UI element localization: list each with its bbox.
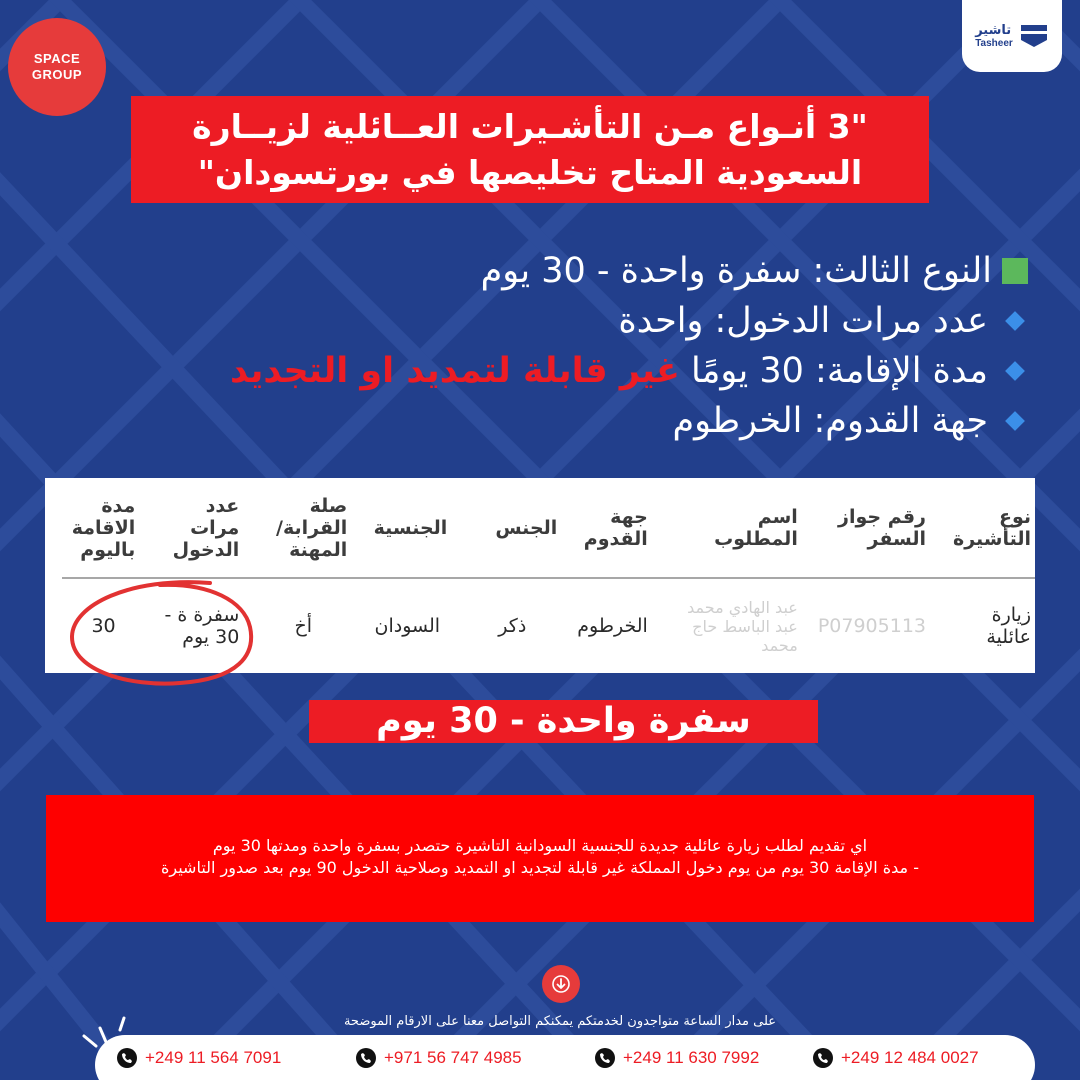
headline-banner bbox=[131, 96, 929, 203]
phone-link-4[interactable] bbox=[813, 1048, 979, 1068]
tasheer-logo bbox=[962, 0, 1062, 72]
diamond-bullet-icon bbox=[1005, 411, 1025, 431]
header-passport: رقم جواز السفر bbox=[808, 478, 936, 578]
space-group-line1: SPACE bbox=[33, 51, 81, 66]
phone-icon bbox=[813, 1048, 833, 1068]
phone-link-2[interactable] bbox=[356, 1048, 522, 1068]
notice-line1: اي تقديم لطلب زيارة عائلية جديدة للجنسية السودانية التاشيرة حتصدر بسفرة واحدة ومدتها 30 يوم bbox=[212, 836, 868, 855]
phone-number: +249 11 630 7992 bbox=[623, 1048, 760, 1067]
stay-text bbox=[230, 346, 988, 396]
tasheer-mark-icon bbox=[1019, 22, 1049, 50]
tasheer-logo-text bbox=[975, 23, 1013, 49]
arrival-text: جهة القدوم: الخرطوم bbox=[672, 401, 988, 441]
phone-link-1[interactable] bbox=[117, 1048, 281, 1068]
phone-link-3[interactable] bbox=[595, 1048, 759, 1068]
subtitle-banner bbox=[309, 700, 818, 743]
notice-box bbox=[46, 795, 1034, 922]
stay-prefix: مدة الإقامة: 30 يومًا bbox=[679, 351, 988, 391]
phone-number: +249 11 564 7091 bbox=[145, 1048, 282, 1067]
cell-entries: سفرة ة - 30 يوم bbox=[164, 604, 240, 648]
header-arrival: جهة القدوم bbox=[567, 478, 658, 578]
diamond-bullet-icon bbox=[1005, 361, 1025, 381]
phone-icon bbox=[595, 1048, 615, 1068]
stay-row bbox=[88, 346, 1028, 396]
notice-line2: - مدة الإقامة 30 يوم من يوم دخول المملكة غير قابلة لتجديد او التمديد وصلاحية الدخول 90 يوم بعد صدور التاشيرة bbox=[161, 858, 919, 877]
entries-row bbox=[88, 296, 1028, 346]
cell-passport: P07905113 bbox=[817, 615, 926, 637]
cell-relation: أخ bbox=[294, 615, 313, 637]
header-visa-type: نوع التأشيرة bbox=[936, 478, 1035, 578]
cell-duration: 30 bbox=[91, 615, 116, 637]
down-arrow-icon bbox=[551, 974, 571, 994]
scroll-down-button[interactable] bbox=[542, 965, 580, 1003]
headline-line1: "3 أنـواع مـن التأشـيرات العــائلية لزيــارة bbox=[192, 107, 868, 146]
space-group-line2: GROUP bbox=[31, 67, 83, 82]
phone-number: +971 56 747 4985 bbox=[384, 1048, 522, 1067]
subtitle-text: سفرة واحدة - 30 يوم bbox=[376, 701, 751, 741]
header-name: اسم المطلوب bbox=[658, 478, 808, 578]
contact-text: على مدار الساعة متواجدون لخدمتكم يمكنكم التواصل معنا على الارقام الموضحة bbox=[343, 1014, 777, 1029]
phone-number: +249 12 484 0027 bbox=[841, 1048, 979, 1067]
tasheer-name-en: Tasheer bbox=[975, 38, 1013, 49]
header-nationality: الجنسية bbox=[357, 478, 457, 578]
visa-type-text: النوع الثالث: سفرة واحدة - 30 يوم bbox=[480, 251, 992, 291]
table-header-row bbox=[62, 478, 1035, 578]
phone-icon bbox=[117, 1048, 137, 1068]
cell-gender: ذكر bbox=[498, 615, 527, 637]
visa-type-row bbox=[88, 246, 1028, 296]
arrival-row bbox=[88, 396, 1028, 446]
cell-nationality: السودان bbox=[374, 615, 441, 637]
cell-arrival: الخرطوم bbox=[577, 615, 648, 637]
header-duration: مدة الاقامة باليوم bbox=[62, 478, 146, 578]
visa-details-list bbox=[88, 246, 1028, 446]
cell-visa-type: زيارة عائلية bbox=[986, 604, 1031, 648]
entries-text: عدد مرات الدخول: واحدة bbox=[618, 301, 988, 341]
green-square-icon bbox=[1002, 258, 1028, 284]
space-group-logo bbox=[8, 18, 106, 116]
phone-icon bbox=[356, 1048, 376, 1068]
stay-highlight: غير قابلة لتمديد او التجديد bbox=[229, 351, 680, 391]
header-entries: عدد مرات الدخول bbox=[145, 478, 249, 578]
header-relation: صلة القرابة/ المهنة bbox=[249, 478, 357, 578]
header-gender: الجنس bbox=[457, 478, 567, 578]
headline-line2: السعودية المتاح تخليصها في بورتسودان" bbox=[197, 153, 863, 192]
diamond-bullet-icon bbox=[1005, 311, 1025, 331]
cell-name: عبد الهادي محمد عبد الباسط حاج محمد bbox=[687, 597, 798, 655]
highlight-circle bbox=[60, 575, 260, 693]
tasheer-name-ar: تاشير bbox=[975, 23, 1012, 38]
